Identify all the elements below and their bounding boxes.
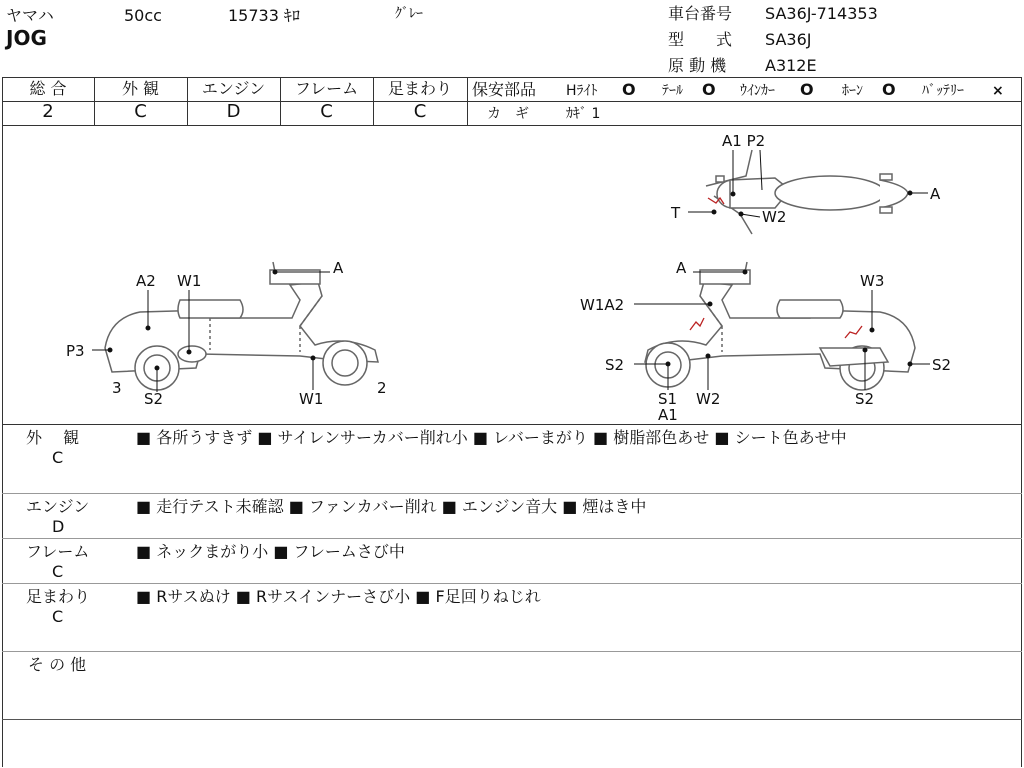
- diag-label-top: A1 P2: [722, 132, 766, 150]
- notes-items: ■ ネックまがり小 ■ フレームさび中: [136, 542, 405, 561]
- diag-label-left: W1: [177, 272, 202, 290]
- notes-grade: C: [52, 607, 64, 626]
- safety-item-horn: ﾎｰﾝ: [842, 83, 863, 99]
- diag-label-right: S1: [658, 390, 678, 408]
- grade-label-overall: 総 合: [29, 79, 67, 98]
- engine-value: A312E: [765, 56, 817, 75]
- notes-items: ■ Rサスぬけ ■ Rサスインナーさび小 ■ F足回りねじれ: [136, 587, 541, 606]
- diag-label-left: S2: [144, 390, 164, 408]
- safety-item-tail: ﾃｰﾙ: [662, 83, 683, 99]
- diag-label-top: T: [671, 204, 681, 222]
- notes-grade: C: [52, 562, 64, 581]
- diag-label-left: W1: [299, 390, 324, 408]
- notes-divider: [2, 583, 1022, 584]
- displacement: 50cc: [124, 6, 162, 25]
- diag-label-right: S2: [855, 390, 875, 408]
- grade-value-frame: C: [320, 101, 333, 122]
- notes-items: ■ 各所うすきず ■ サイレンサーカバー削れ小 ■ レバーまがり ■ 樹脂部色あせ ■ シート色あせ中: [136, 428, 847, 447]
- notes-title: そ の 他: [28, 655, 87, 674]
- color: ｸﾞﾚｰ: [395, 6, 423, 22]
- diag-label-left: A2: [136, 272, 156, 290]
- grade-label-exterior: 外 観: [121, 79, 160, 98]
- safety-row-divider: [467, 101, 1022, 102]
- grade-value-engine: D: [226, 101, 241, 122]
- diag-label-right: W2: [696, 390, 721, 408]
- grade-col-line: [467, 77, 468, 125]
- notes-items: ■ 走行テスト未確認 ■ ファンカバー削れ ■ エンジン音大 ■ 煙はき中: [136, 497, 647, 516]
- diag-label-left: P3: [66, 342, 85, 360]
- notes-grade: D: [52, 517, 65, 536]
- header-divider: [2, 77, 1022, 78]
- diag-label-right: S2: [605, 356, 625, 374]
- grade-value-exterior: C: [134, 101, 147, 122]
- safety-mark-winker: O: [800, 80, 814, 99]
- mileage: 15733 ｷﾛ: [228, 6, 300, 25]
- diag-label-right: A1: [658, 406, 678, 424]
- safety-item-headlight: Hﾗｲﾄ: [566, 83, 598, 99]
- diag-label-right: W1A2: [580, 296, 625, 314]
- scooter-top-view: [706, 150, 908, 234]
- chassis-value: SA36J-714353: [765, 4, 878, 23]
- diag-label-left: A: [333, 259, 344, 277]
- engine-label: 原 動 機: [668, 56, 727, 75]
- type-value: SA36J: [765, 30, 812, 49]
- type-label: 型 式: [668, 30, 733, 49]
- diagram-bottom-line: [2, 424, 1022, 425]
- grade-value-suspension: C: [413, 101, 427, 122]
- safety-label: 保安部品: [472, 80, 537, 99]
- notes-divider: [2, 538, 1022, 539]
- model-name: JOG: [6, 26, 47, 50]
- chassis-label: 車台番号: [668, 4, 733, 23]
- notes-divider: [2, 493, 1022, 494]
- notes-title: エンジン: [26, 497, 90, 516]
- notes-grade: C: [52, 448, 64, 467]
- safety-mark-battery: ×: [992, 83, 1004, 99]
- maker: ヤマハ: [6, 6, 54, 25]
- grade-label-suspension: 足まわり: [387, 79, 452, 98]
- notes-title: 足まわり: [26, 587, 91, 606]
- safety-mark-horn: O: [882, 80, 896, 99]
- diag-label-left: 3: [112, 379, 122, 397]
- notes-title: フレーム: [26, 542, 90, 561]
- diag-label-right: A: [676, 259, 687, 277]
- key-label: カ ギ: [487, 106, 529, 122]
- grade-value-overall: 2: [42, 101, 54, 122]
- notes-title: 外 観: [26, 428, 80, 447]
- diag-label-left: 2: [377, 379, 387, 397]
- safety-item-battery: ﾊﾞｯﾃﾘｰ: [922, 83, 964, 99]
- grade-label-frame: フレーム: [294, 79, 359, 98]
- safety-mark-headlight: O: [622, 80, 636, 99]
- safety-mark-tail: O: [702, 80, 716, 99]
- diag-label-right: S2: [932, 356, 952, 374]
- notes-divider: [2, 651, 1022, 652]
- diag-label-top: W2: [762, 208, 787, 226]
- key-value: ｶｷﾞ 1: [566, 106, 601, 122]
- damage-diagram: [0, 126, 1024, 424]
- diag-label-top: A: [930, 185, 941, 203]
- grade-label-engine: エンジン: [201, 79, 266, 98]
- safety-item-winker: ｳｲﾝｶｰ: [740, 83, 775, 99]
- notes-bottom-line: [2, 719, 1022, 720]
- diag-label-right: W3: [860, 272, 885, 290]
